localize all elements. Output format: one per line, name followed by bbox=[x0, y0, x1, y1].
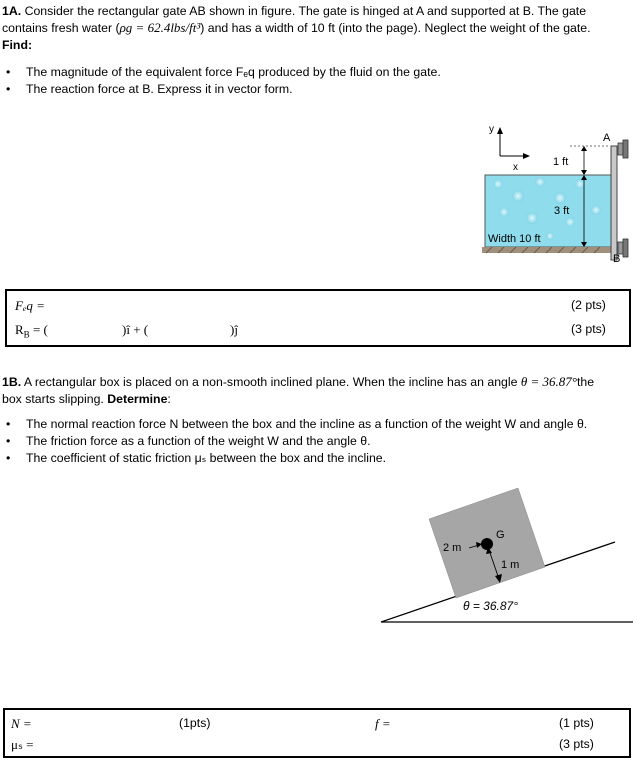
density-formula: ρg = 62.4lbs/ft³ bbox=[119, 20, 201, 35]
rb-points: (3 pts) bbox=[571, 322, 606, 336]
center-of-mass-icon bbox=[481, 538, 493, 550]
feq-label: Fₑq = bbox=[15, 298, 45, 313]
rb-label: R bbox=[15, 322, 24, 337]
bullet-icon: • bbox=[6, 82, 11, 96]
problem-1b-line2 bbox=[2, 391, 171, 407]
answer-box-1b bbox=[3, 708, 631, 758]
label-g: G bbox=[496, 529, 505, 541]
width-label: Width 10 ft bbox=[488, 233, 541, 245]
incline-figure bbox=[375, 486, 637, 628]
dim-1ft-label: 1 ft bbox=[553, 156, 569, 168]
label-b: B bbox=[613, 253, 621, 265]
f-points: (1 pts) bbox=[559, 716, 594, 730]
axes-icon bbox=[497, 127, 530, 159]
problem-1a-text-line2b: ) and has a width of 10 ft (into the page). Neglect the weight of the gate. bbox=[200, 21, 591, 35]
label-a: A bbox=[603, 132, 611, 144]
bullet-icon: • bbox=[6, 434, 11, 448]
mu-label: μₛ = bbox=[11, 737, 34, 752]
problem-1a-line2 bbox=[2, 20, 591, 36]
problem-1b-text-line2a: box starts slipping. bbox=[2, 392, 104, 406]
y-axis-label: y bbox=[489, 124, 494, 135]
problem-1a-text-line1: Consider the rectangular gate AB shown in figure. The gate is hinged at A and supported at B. The gate bbox=[24, 4, 587, 18]
dim-1m-label: 1 m bbox=[501, 559, 520, 571]
determine-colon: : bbox=[167, 392, 171, 406]
bullet-text: The reaction force at B. Express it in vector form. bbox=[26, 82, 293, 96]
problem-1b-text-line1a: A rectangular box is placed on a non-smooth inclined plane. When the incline has an angle bbox=[23, 375, 518, 389]
n-points: (1pts) bbox=[179, 716, 211, 730]
angle-label: θ = 36.87° bbox=[463, 599, 519, 613]
f-label: f = bbox=[375, 716, 391, 731]
bullet-text: The magnitude of the equivalent force Fₑq produced by the fluid on the gate. bbox=[26, 65, 441, 79]
rb-i-part: )î + ( bbox=[122, 322, 149, 337]
dim-2m-label: 2 m bbox=[443, 542, 462, 554]
rb-j-part: )ĵ bbox=[230, 322, 238, 337]
dim-3ft-label: 3 ft bbox=[554, 205, 570, 217]
mu-points: (3 pts) bbox=[559, 737, 594, 751]
angle-formula: θ = 36.87° bbox=[520, 374, 577, 389]
rb-row bbox=[15, 322, 48, 340]
problem-1b-line1 bbox=[2, 374, 594, 390]
feq-points: (2 pts) bbox=[571, 298, 606, 312]
hinge-a-icon bbox=[618, 140, 628, 158]
problem-1b-number: 1B. bbox=[2, 375, 22, 389]
bullet-text: The coefficient of static friction μₛ between the box and the incline. bbox=[26, 451, 387, 465]
problem-1a-line1 bbox=[2, 3, 637, 19]
problem-1b-text-line1b: the bbox=[577, 375, 595, 389]
rb-eq: = ( bbox=[32, 322, 48, 337]
bullet-text: The friction force as a function of the weight W and the angle θ. bbox=[26, 434, 371, 448]
bullet-icon: • bbox=[6, 65, 11, 79]
determine-label: Determine bbox=[107, 392, 168, 406]
problem-1a-text-line2a: contains fresh water ( bbox=[2, 21, 120, 35]
bullet-icon: • bbox=[6, 451, 11, 465]
find-label: Find: bbox=[2, 38, 33, 52]
bullet-text: The normal reaction force N between the box and the incline as a function of the weight W and angle θ. bbox=[26, 417, 588, 431]
problem-1a-number: 1A. bbox=[2, 4, 22, 18]
rb-subscript: B bbox=[23, 329, 30, 340]
answer-box-1a bbox=[5, 289, 631, 347]
n-label: N = bbox=[11, 716, 32, 731]
x-axis-label: x bbox=[513, 162, 518, 173]
bullet-icon: • bbox=[6, 417, 11, 431]
gate-figure bbox=[470, 118, 637, 268]
gate-plate bbox=[611, 146, 617, 260]
